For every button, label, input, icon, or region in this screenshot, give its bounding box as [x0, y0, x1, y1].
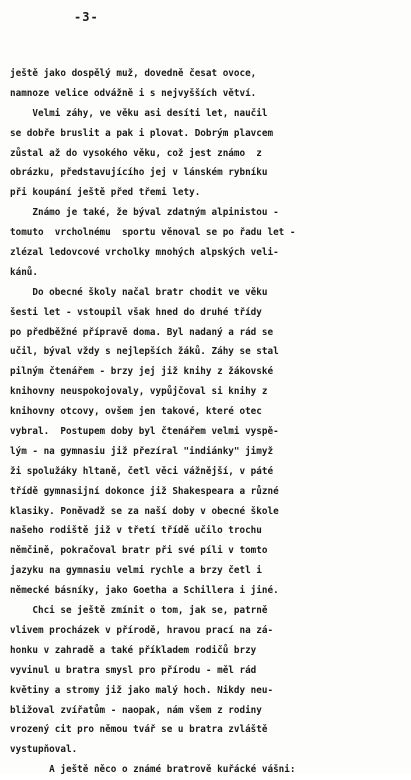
text-line: zlézal ledovcové vrcholky mnohých alpských veli-: [10, 247, 279, 259]
text-line: se dobře bruslit a pak i plovat. Dobrým plavcem: [10, 127, 274, 139]
text-line: knihovny neuspokojovaly, vypůjčoval si knihy z: [10, 386, 268, 398]
text-line: zůstal až do vysokého věku, což jest známo z: [10, 147, 262, 159]
text-line: šesti let - vstoupil však hned do druhé třídy: [10, 306, 262, 318]
text-line: lým - na gymnasiu již přezíral "indiánky" jimyž: [10, 445, 274, 457]
text-line: učil, býval vždy s nejlepších žáků. Záhy se stal: [10, 346, 279, 358]
body-text: [10, 64, 405, 780]
text-line: knihovny otcovy, ovšem jen takové, které otec: [10, 406, 262, 418]
text-line: jazyku na gymnasiu velmi rychle a brzy četl i: [10, 565, 262, 577]
page-number: -3-: [74, 10, 99, 24]
text-line: tomuto vrcholnému sportu věnoval se po řadu let -: [10, 227, 296, 239]
text-line: němčině, pokračoval bratr při své píli v tomto: [10, 545, 268, 557]
text-line: honku v zahradě a také příkladem rodičů brzy: [10, 644, 257, 656]
text-line: Chci se ještě zmínit o tom, jak se, patrně: [10, 605, 268, 617]
text-line: třídě gymnasijní dokonce již Shakespeara a různé: [10, 485, 279, 497]
text-line: klasiky. Poněvadž se za naší doby v obecné škole: [10, 505, 279, 517]
text-line: vybral. Postupem doby byl čtenářem velmi vyspě-: [10, 426, 279, 438]
text-line: obrázku, představujícího jej v lánském rybníku: [10, 167, 268, 179]
text-line: vystupňoval.: [10, 744, 78, 756]
text-line: německé básníky, jako Goetha a Schillera i jiné.: [10, 585, 279, 597]
text-line: Velmi záhy, ve věku asi desíti let, naučil: [10, 107, 268, 119]
text-line: při koupání ještě před třemi lety.: [10, 187, 201, 199]
text-line: vlivem procházek v přírodě, hravou prací na zá-: [10, 624, 274, 636]
text-line: bližoval zvířatům - naopak, nám všem z rodiny: [10, 704, 262, 716]
text-line: vyvinul u bratra smysl pro přírodu - měl rád: [10, 664, 257, 676]
text-line: namnoze velice odvážně i s nejvyšších větví.: [10, 87, 257, 99]
text-line: květiny a stromy již jako malý hoch. Nikdy neu-: [10, 684, 274, 696]
text-line: ži spolužáky hltaně, četl věci vážnější, v páté: [10, 465, 274, 477]
text-line: Známo je také, že býval zdatným alpinistou -: [10, 207, 279, 219]
text-line: Do obecné školy načal bratr chodit ve věku: [10, 286, 268, 298]
text-line: ještě jako dospělý muž, dovedně česat ovoce,: [10, 68, 257, 79]
text-line: A ještě něco o známé bratrově kuřácké vášni:: [10, 764, 296, 776]
text-line: našeho rodiště již v třetí třídě učilo trochu: [10, 525, 262, 537]
text-line: pilným čtenářem - brzy jej již knihy z žákovské: [10, 366, 274, 378]
text-line: kánů.: [10, 266, 38, 278]
text-line: vrozený cit pro němou tvář se u bratra zvláště: [10, 724, 268, 736]
text-line: po předběžné přípravě doma. Byl nadaný a rád se: [10, 326, 274, 338]
